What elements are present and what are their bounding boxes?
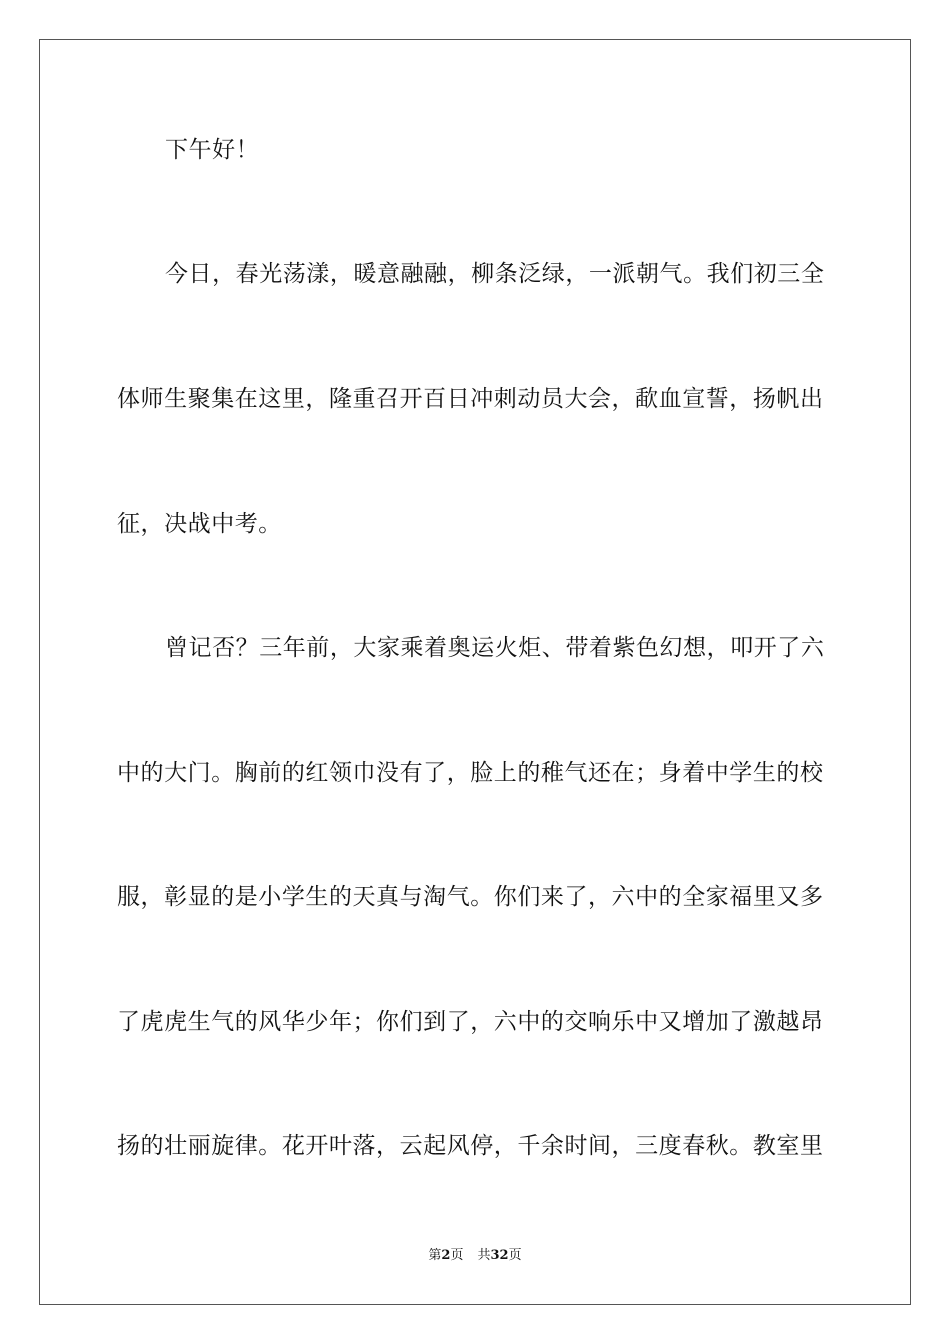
page-frame — [39, 39, 911, 1305]
page-suffix: 页 — [450, 1248, 464, 1263]
paragraph-2-line-4: 了虎虎生气的风华少年；你们到了，六中的交响乐中又增加了激越昂 — [117, 1009, 824, 1035]
paragraph-1-line-1: 今日，春光荡漾，暖意融融，柳条泛绿，一派朝气。我们初三全 — [165, 261, 825, 287]
greeting-line: 下午好！ — [165, 137, 260, 163]
total-pages: 32 — [490, 1248, 509, 1263]
paragraph-2-line-2: 中的大门。胸前的红领巾没有了，脸上的稚气还在；身着中学生的校 — [117, 760, 824, 786]
paragraph-2-line-3: 服，彰显的是小学生的天真与淘气。你们来了，六中的全家福里又多 — [117, 884, 824, 910]
page-number: 2 — [441, 1248, 451, 1263]
paragraph-2-line-1: 曾记否？三年前，大家乘着奥运火炬、带着紫色幻想，叩开了六 — [165, 635, 825, 661]
paragraph-1-line-2: 体师生聚集在这里，隆重召开百日冲刺动员大会，歃血宣誓，扬帆出 — [117, 386, 824, 412]
total-suffix: 页 — [508, 1248, 522, 1263]
page-footer — [0, 1246, 950, 1266]
paragraph-1-line-3: 征，决战中考。 — [117, 511, 282, 537]
total-prefix: 共 — [477, 1248, 491, 1263]
paragraph-2-line-5: 扬的壮丽旋律。花开叶落，云起风停，千余时间，三度春秋。教室里 — [117, 1133, 824, 1159]
page-prefix: 第 — [428, 1248, 442, 1263]
